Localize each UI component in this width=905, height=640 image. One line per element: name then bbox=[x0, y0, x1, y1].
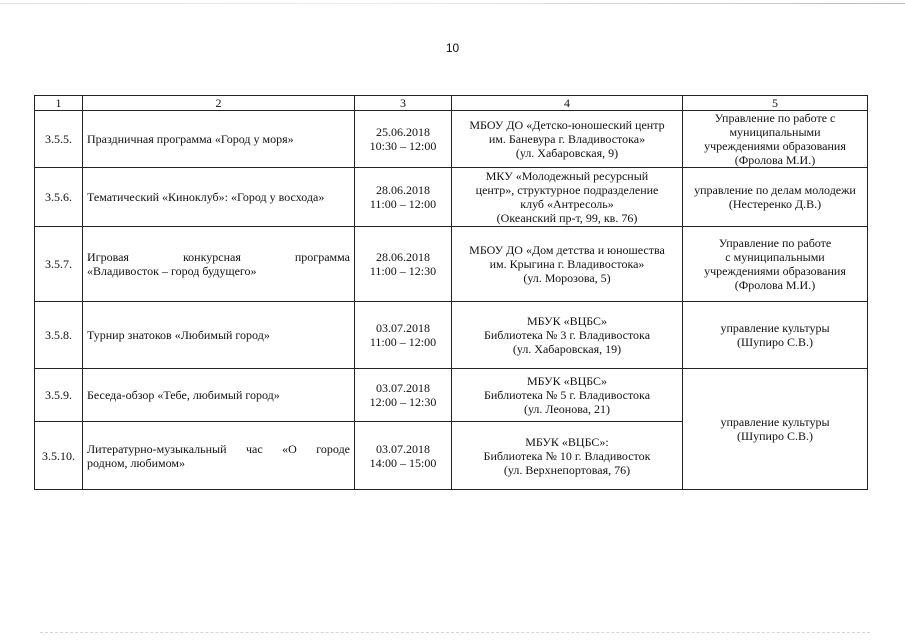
header-col-5: 5 bbox=[683, 96, 868, 111]
event-venue: МБУК «ВЦБС» Библиотека № 3 г. Владивостока (ул. Хабаровская, 19) bbox=[452, 302, 683, 369]
event-datetime: 28.06.2018 11:00 – 12:00 bbox=[355, 168, 452, 227]
table-row bbox=[35, 369, 868, 422]
event-venue: МБОУ ДО «Дом детства и юношества им. Крыгина г. Владивостока» (ул. Морозова, 5) bbox=[452, 227, 683, 302]
event-datetime: 03.07.2018 12:00 – 12:30 bbox=[355, 369, 452, 422]
header-col-2: 2 bbox=[83, 96, 355, 111]
event-venue: МКУ «Молодежный ресурсный центр», структурное подразделение клуб «Антресоль» (Океанский пр-т, 99, кв. 76) bbox=[452, 168, 683, 227]
event-title: Игровая конкурсная программа «Владивосток – город будущего» bbox=[83, 227, 355, 302]
event-responsible: управление культуры (Шупиро С.В.) bbox=[683, 369, 868, 490]
event-venue: МБОУ ДО «Детско-юношеский центр им. Баневура г. Владивостока» (ул. Хабаровская, 9) bbox=[452, 111, 683, 168]
event-title: Тематический «Киноклуб»: «Город у восхода» bbox=[83, 168, 355, 227]
header-col-3: 3 bbox=[355, 96, 452, 111]
row-number: 3.5.10. bbox=[35, 422, 83, 490]
header-col-4: 4 bbox=[452, 96, 683, 111]
event-responsible: Управление по работе с муниципальными учреждениями образования (Фролова М.И.) bbox=[683, 111, 868, 168]
header-col-1: 1 bbox=[35, 96, 83, 111]
table-row bbox=[35, 168, 868, 227]
scan-edge-top bbox=[0, 3, 905, 4]
table-row bbox=[35, 227, 868, 302]
event-datetime: 25.06.2018 10:30 – 12:00 bbox=[355, 111, 452, 168]
event-responsible: управление культуры (Шупиро С.В.) bbox=[683, 302, 868, 369]
table-header-row bbox=[35, 96, 868, 111]
event-venue: МБУК «ВЦБС»: Библиотека № 10 г. Владивосток (ул. Верхнепортовая, 76) bbox=[452, 422, 683, 490]
event-datetime: 28.06.2018 11:00 – 12:30 bbox=[355, 227, 452, 302]
scan-edge-bottom bbox=[40, 632, 870, 634]
row-number: 3.5.5. bbox=[35, 111, 83, 168]
event-datetime: 03.07.2018 14:00 – 15:00 bbox=[355, 422, 452, 490]
event-venue: МБУК «ВЦБС» Библиотека № 5 г. Владивостока (ул. Леонова, 21) bbox=[452, 369, 683, 422]
event-title: Турнир знатоков «Любимый город» bbox=[83, 302, 355, 369]
event-title: Беседа-обзор «Тебе, любимый город» bbox=[83, 369, 355, 422]
events-table bbox=[34, 95, 868, 490]
event-responsible: управление по делам молодежи (Нестеренко Д.В.) bbox=[683, 168, 868, 227]
table-row bbox=[35, 302, 868, 369]
page-number: 10 bbox=[445, 41, 460, 55]
event-datetime: 03.07.2018 11:00 – 12:00 bbox=[355, 302, 452, 369]
event-title: Литературно-музыкальный час «О городе родном, любимом» bbox=[83, 422, 355, 490]
event-responsible: Управление по работе с муниципальными учреждениями образования (Фролова М.И.) bbox=[683, 227, 868, 302]
table-row bbox=[35, 111, 868, 168]
event-title: Праздничная программа «Город у моря» bbox=[83, 111, 355, 168]
row-number: 3.5.7. bbox=[35, 227, 83, 302]
row-number: 3.5.8. bbox=[35, 302, 83, 369]
row-number: 3.5.6. bbox=[35, 168, 83, 227]
row-number: 3.5.9. bbox=[35, 369, 83, 422]
